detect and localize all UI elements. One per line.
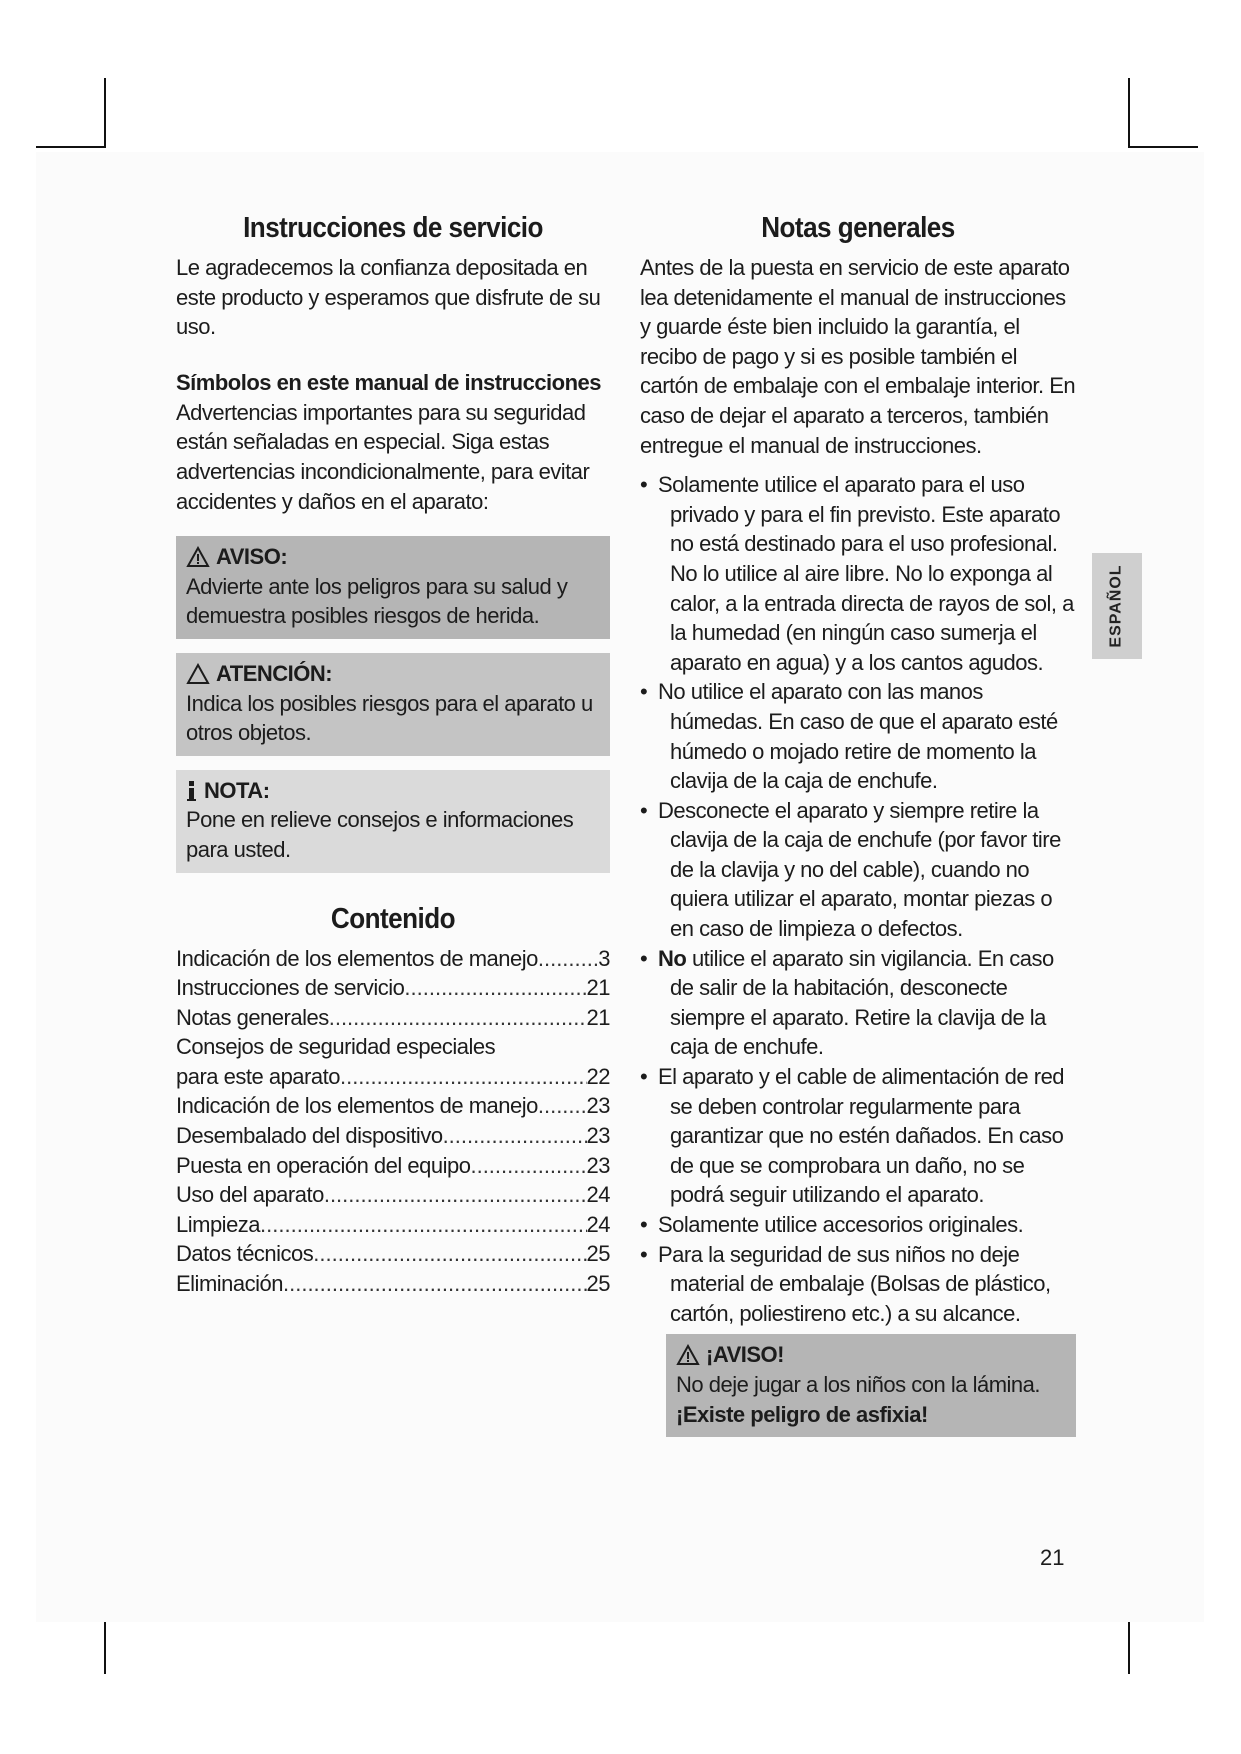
atencion-box — [176, 653, 610, 756]
notas-intro: Antes de la puesta en servicio de este aparato lea detenidamente el manual de instrucciones y guarde éste bien incluido la garantía, el recibo de pago y si es posible también el cartón de embalaje con el embalaje interior. En caso de dejar el aparato a terceros, también entregue el manual de instrucciones. — [640, 255, 1076, 458]
toc-entry[interactable]: Datos técnicos ..... 25 — [176, 1239, 610, 1269]
crop-mark — [1128, 146, 1198, 148]
table-of-contents — [176, 944, 610, 1299]
symbols-text: Advertencias importantes para su seguridad están señaladas en especial. Siga estas advertencias incondicionalmente, para evitar accidentes y daños en el aparato: — [176, 399, 590, 514]
warning-bold-text: ¡Existe peligro de asfixia! — [676, 1401, 928, 1427]
page-number: 21 — [1040, 1545, 1065, 1570]
caution-triangle-icon — [186, 663, 210, 685]
warning-title: ¡AVISO! — [706, 1342, 784, 1368]
atencion-title: ATENCIÓN: — [216, 660, 333, 686]
crop-mark — [1128, 78, 1130, 148]
language-tab — [1092, 553, 1142, 659]
nota-text: Pone en relieve consejos e informaciones para usted. — [186, 807, 574, 862]
toc-entry[interactable]: Eliminación ..... 25 — [176, 1269, 610, 1299]
list-item: • No utilice el aparato con las manos húmedas. En caso de que el aparato esté húmedo o mojado retire de momento la clavija de la caja de enchufe. — [640, 677, 1076, 795]
aviso-title: AVISO: — [216, 544, 288, 570]
list-item: • Desconecte el aparato y siempre retire la clavija de la caja de enchufe (por favor tire de la clavija y no del cable), cuando no quiera utilizar el aparato, montar piezas o en caso de limpieza o defectos. — [640, 796, 1076, 944]
list-item: • Para la seguridad de sus niños no deje material de embalaje (Bolsas de plástico, cartón, poliestireno etc.) a su alcance. — [640, 1240, 1076, 1329]
left-column — [176, 212, 610, 1299]
toc-entry[interactable]: Notas generales ..... 21 — [176, 1003, 610, 1033]
warning-text: No deje jugar a los niños con la lámina. — [676, 1371, 1041, 1397]
safety-bullet-list — [640, 470, 1076, 1328]
list-item — [640, 944, 1076, 1062]
asfixia-warning-box — [666, 1334, 1076, 1437]
section-title-instrucciones: Instrucciones de servicio — [243, 212, 543, 244]
toc-entry[interactable]: Desembalado del dispositivo ..... 23 — [176, 1121, 610, 1151]
aviso-box — [176, 536, 610, 639]
symbols-heading: Símbolos en este manual de instrucciones — [176, 369, 602, 395]
atencion-text: Indica los posibles riesgos para el aparato u otros objetos. — [186, 690, 593, 746]
toc-entry[interactable]: para este aparato ..... 22 — [176, 1062, 610, 1092]
section-title-notas: Notas generales — [761, 212, 955, 244]
info-icon — [186, 780, 198, 802]
language-tab-label: ESPAÑOL — [1108, 564, 1125, 648]
list-item-text: utilice el aparato sin vigilancia. En caso de salir de la habitación, desconecte siempre el aparato. Retire la clavija de la caja de enchufe. — [670, 945, 1054, 1060]
warning-triangle-icon — [676, 1344, 700, 1366]
nota-title: NOTA: — [204, 777, 270, 803]
toc-entry[interactable]: Indicación de los elementos de manejo ..... 3 — [176, 944, 610, 974]
crop-mark — [104, 78, 106, 148]
toc-entry: Consejos de seguridad especiales — [176, 1034, 496, 1060]
list-item: • Solamente utilice accesorios originales. — [640, 1210, 1076, 1240]
aviso-text: Advierte ante los peligros para su salud y demuestra posibles riesgos de herida. — [186, 573, 568, 629]
contents-title: Contenido — [330, 902, 456, 935]
list-item: • Solamente utilice el aparato para el uso privado y para el fin previsto. Este aparato no está destinado para el uso profesional. No lo utilice al aire libre. No lo exponga al calor, a la entrada directa de rayos de sol, a la humedad (en ningún caso sumerja el aparato en agua) y a los cantos agudos. — [640, 470, 1076, 677]
right-column — [640, 212, 1076, 1437]
toc-entry[interactable]: Limpieza ..... 24 — [176, 1210, 610, 1240]
crop-mark — [36, 146, 106, 148]
toc-entry[interactable]: Uso del aparato ..... 24 — [176, 1180, 610, 1210]
intro-text: Le agradecemos la confianza depositada en este producto y esperamos que disfrute de su uso. — [176, 255, 601, 340]
toc-entry[interactable]: Indicación de los elementos de manejo ..... 23 — [176, 1091, 610, 1121]
toc-entry[interactable]: Puesta en operación del equipo ..... 23 — [176, 1151, 610, 1181]
list-item: • El aparato y el cable de alimentación de red se deben controlar regularmente para garantizar que no estén dañados. En caso de que se comprobara un daño, no se podrá seguir utilizando el aparato. — [640, 1062, 1076, 1210]
warning-triangle-icon — [186, 546, 210, 568]
toc-entry[interactable]: Instrucciones de servicio ..... 21 — [176, 973, 610, 1003]
nota-box — [176, 770, 610, 873]
bold-no: No — [658, 945, 687, 971]
